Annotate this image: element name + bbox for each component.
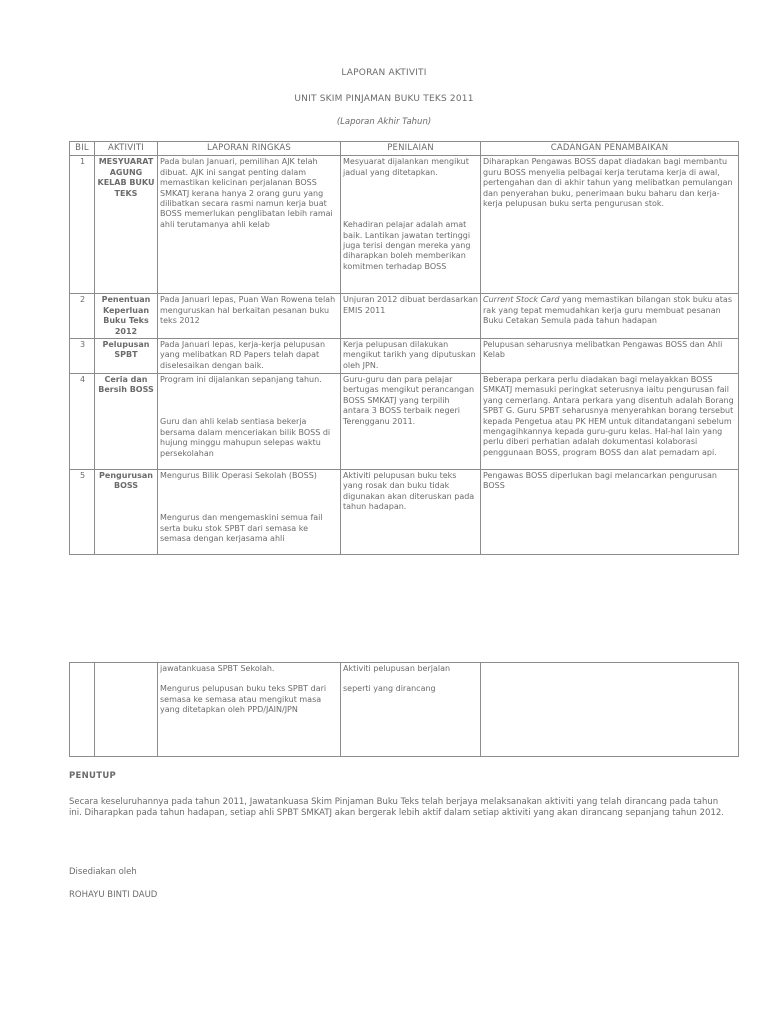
laporan-text: Pada bulan Januari, pemilihan AJK telah dibuat. AJK ini sangat penting dalam memastikan kelicinan perjalanan BOSS SMKATJ kerana hanya 2 orang guru yang dilibatkan secara rasmi namun kerja buat BOSS memerlukan penglibatan lebih ramai ahli terutamanya ahli kelab [160, 157, 333, 229]
bil-cell: 3 [70, 339, 95, 374]
penutup-heading: PENUTUP [69, 771, 117, 781]
penutup-body: Secara keseluruhannya pada tahun 2011, Jawatankuasa Skim Pinjaman Buku Teks telah berjaya melaksanakan aktiviti yang telah dirancang pada tahun ini. Diharapkan pada tahun hadapan, setiap ahli SPBT SMKATJ akan bergerak lebih aktif dalam setiap aktiviti yang akan dirancang sepanjang tahun 2012. [69, 797, 724, 818]
cadangan-cell: Diharapkan Pengawas BOSS dapat diadakan bagi membantu guru BOSS menyelia pelbagai kerja terutama kerja di awal, pertengahan dan di akhir tahun yang melibatkan pemulangan dan penyerahan buku, penerimaan buku baharu dan kerja-kerja pelupusan buku serta pengurusan stok. [481, 156, 739, 294]
laporan-cell [158, 470, 341, 555]
author-name: ROHAYU BINTI DAUD [69, 890, 158, 900]
aktiviti-cell: Ceria dan Bersih BOSS [95, 374, 158, 470]
penilaian-cell [341, 374, 481, 470]
report-subtitle: UNIT SKIM PINJAMAN BUKU TEKS 2011 [294, 94, 474, 104]
table-row [70, 470, 739, 555]
laporan-cell [158, 374, 341, 470]
penilaian-text: Mesyuarat dijalankan mengikut jadual yang ditetapkan. [343, 157, 469, 177]
laporan-text: Pada Januari lepas, kerja-kerja pelupusan yang melibatkan RD Papers telah dapat diselesaikan dengan baik. [160, 340, 326, 370]
penilaian-text: Kehadiran pelajar adalah amat baik. Lantikan jawatan tertinggi juga terisi dengan mereka yang diharapkan boleh memberikan komitmen terhadap BOSS [343, 220, 471, 271]
table-header-row [70, 142, 739, 156]
laporan-text: jawatankuasa SPBT Sekolah. [160, 664, 275, 673]
column-header: BIL [70, 142, 95, 156]
bil-cell: 5 [70, 470, 95, 555]
cadangan-cell: Pengawas BOSS diperlukan bagi melancarkan pengurusan BOSS [481, 470, 739, 555]
aktiviti-cell: Pelupusan SPBT [95, 339, 158, 374]
bil-cell: 4 [70, 374, 95, 470]
cadangan-cell: Beberapa perkara perlu diadakan bagi melayakkan BOSS SMKATJ memasuki peringkat seterusnya iaitu pengurusan fail yang cemerlang. Antara perkara yang disentuh adalah Borang SPBT G. Guru SPBT seharusnya menyerahkan borang tersebut kepada Pengetua atau PK HEM untuk ditandatangani sebelum mengagihkannya kepada guru-guru kelas. Hal-hal lain yang perlu diberi perhatian adalah dokumentasi kolaborasi penggunaan BOSS, program BOSS dan alat pemadam api. [481, 374, 739, 470]
laporan-text: Mengurus Bilik Operasi Sekolah (BOSS) [160, 471, 317, 481]
laporan-text: Mengurus pelupusan buku teks SPBT dari semasa ke semasa atau mengikut masa yang ditetapkan oleh PPD/JAIN/JPN [160, 684, 327, 715]
penilaian-text: seperti yang dirancang [343, 684, 436, 694]
column-header: AKTIVITI [95, 142, 158, 156]
penilaian-text: Aktiviti pelupusan buku teks yang rosak dan buku tidak digunakan akan diteruskan pada tahun hadapan. [343, 471, 475, 512]
table-row [70, 663, 739, 757]
table-row [70, 156, 739, 294]
laporan-text: Pada Januari lepas, Puan Wan Rowena telah menguruskan hal berkaitan pesanan buku teks 2012 [160, 295, 336, 326]
penilaian-cell [341, 470, 481, 555]
report-note: (Laporan Akhir Tahun) [336, 117, 432, 127]
prepared-by-label: Disediakan oleh [69, 867, 137, 877]
column-header: LAPORAN RINGKAS [158, 142, 341, 156]
penilaian-text: Aktiviti pelupusan berjalan [343, 664, 451, 673]
activity-table-continued [69, 662, 739, 757]
penilaian-cell [341, 663, 481, 757]
bil-cell: 2 [70, 294, 95, 339]
laporan-cell [158, 339, 341, 374]
penilaian-text: Guru-guru dan para pelajar bertugas mengikut perancangan BOSS SMKATJ yang terpilih antara 3 BOSS terbaik negeri Terengganu 2011. [343, 375, 475, 426]
bil-cell [70, 663, 95, 757]
aktiviti-cell [95, 663, 158, 757]
laporan-text: Mengurus dan mengemaskini semua fail serta buku stok SPBT dari semasa ke semasa dengan kerjasama ahli [160, 513, 323, 544]
table-row [70, 339, 739, 374]
column-header: PENILAIAN [341, 142, 481, 156]
laporan-cell [158, 156, 341, 294]
aktiviti-cell: Pengurusan BOSS [95, 470, 158, 555]
penilaian-text: Kerja pelupusan dilakukan mengikut tarikh yang diputuskan oleh JPN. [343, 340, 476, 370]
penilaian-text: Unjuran 2012 dibuat berdasarkan EMIS 2011 [343, 295, 478, 315]
column-header: CADANGAN PENAMBAIKAN [481, 142, 739, 156]
laporan-text: Guru dan ahli kelab sentiasa bekerja bersama dalam menceriakan bilik BOSS di hujung minggu mahupun selepas waktu persekolahan [160, 417, 331, 458]
report-title: LAPORAN AKTIVITI [341, 68, 427, 78]
cadangan-cell [481, 294, 739, 339]
cadangan-text: yang memastikan bilangan stok buku atas rak yang tepat memudahkan kerja guru membuat pesanan Buku Cetakan Semula pada tahun hadapan [483, 295, 732, 326]
laporan-text: Program ini dijalankan sepanjang tahun. [160, 375, 322, 385]
laporan-cell [158, 663, 341, 757]
penilaian-cell [341, 156, 481, 294]
stock-card-term: Current Stock Card [483, 295, 560, 305]
penilaian-cell [341, 294, 481, 339]
bil-cell: 1 [70, 156, 95, 294]
activity-table [69, 141, 739, 555]
aktiviti-cell: MESYUARAT AGUNG KELAB BUKU TEKS [95, 156, 158, 294]
cadangan-cell: Pelupusan seharusnya melibatkan Pengawas BOSS dan Ahli Kelab [481, 339, 739, 374]
penilaian-cell [341, 339, 481, 374]
cadangan-cell [481, 663, 739, 757]
table-row [70, 374, 739, 470]
laporan-cell [158, 294, 341, 339]
table-row [70, 294, 739, 339]
aktiviti-cell: Penentuan Keperluan Buku Teks 2012 [95, 294, 158, 339]
